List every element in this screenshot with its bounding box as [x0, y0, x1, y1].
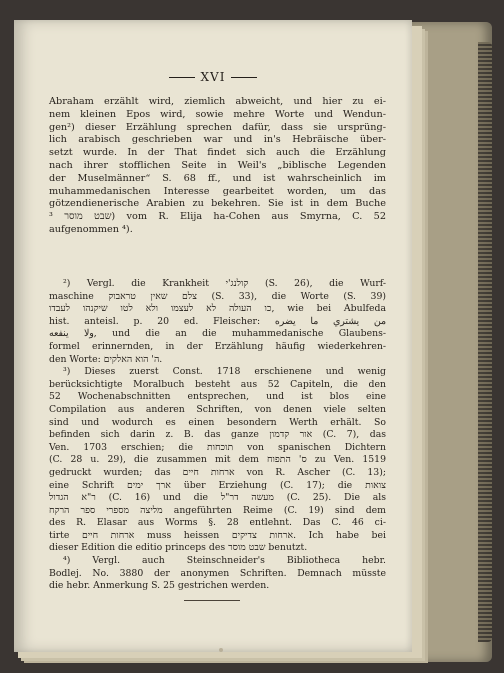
footnote-line: ولا ينفعه, und die an die muhammedanische Glaubens- — [49, 328, 387, 340]
book-page — [14, 20, 412, 652]
footnote-line: die hebr. Anmerkung S. 25 gestrichen werden. — [49, 580, 270, 592]
footnote-line: Compilation aus anderen Schriften, von denen viele selten — [49, 403, 386, 415]
body-text-line: lich arabisch geschrieben war und in's Hebräische über- — [49, 134, 386, 146]
footnote-line: hist. anteisl. p. 20 ed. Fleischer: من يشتري ما يضره — [49, 315, 386, 327]
book-back-cover — [412, 22, 492, 662]
footnote-line: מליצה מספרי ספר הרקח angeführten Reime (C. 19) sind dem — [49, 504, 386, 516]
footnote-line: ³) Dieses zuerst Const. 1718 erschienene und wenig — [63, 366, 386, 378]
footnote-line: sind und wodurch es einen besondern Werth erhält. So — [49, 416, 386, 428]
footnote-line: 52 Wochenabschnitten entsprechen, und ist blos eine — [49, 391, 386, 403]
footnote-line: eine Schrift ארך ימים über Erziehung (C. 17); die צואות — [49, 479, 386, 491]
page-header — [14, 70, 412, 84]
footnote-line: gedruckt wurden; das ארחות חיים von R. Ascher (C. 13); — [49, 466, 386, 478]
footnote-line: Ven. 1703 erschien; die תוכחות von spanischen Dichtern — [49, 441, 386, 453]
footnote-line: tirte ארחות חיים muss heissen ארחות צדיקים. Ich habe bei — [49, 529, 386, 541]
footnote-line: ⁴) Vergl. auch Steinschneider's Bibliotheca hebr. — [63, 555, 386, 567]
header-dash-left — [169, 77, 195, 78]
footnote-line: (C. 28 u. 29), die zusammen mit dem ס' התפוח zu Ven. 1519 — [49, 454, 386, 466]
body-text-line: gen²) dieser Erzählung sprechen dafür, dass sie ursprüng- — [49, 121, 386, 133]
footnote-line: ²) Vergl. die Krankheit קולנג'י (S. 26), die Wurf- — [63, 278, 387, 289]
footnote-line: dieser Edition die editio princeps des שבט מוסר benutzt. — [49, 542, 308, 554]
footnote-line: כו העולה לא לעצמו ולא לטו שיקנהו לעבדו, wie bei Abulfeda — [49, 303, 386, 315]
body-text-line: Abraham erzählt wird, ziemlich abweicht, und hier zu ei- — [49, 96, 386, 107]
footnote-line: berücksichtigte Moralbuch besteht aus 52 Capiteln, die den — [49, 378, 386, 390]
page-number: XVI — [200, 70, 226, 84]
footnote-line: des R. Elasar aus Worms §. 28 entlehnt. Das C. 46 ci- — [49, 517, 386, 529]
footnotes — [49, 278, 386, 593]
header-dash-right — [231, 77, 257, 78]
end-rule — [184, 600, 240, 601]
body-text-line: setzt wurde. In der That findet sich auch die Erzählung — [49, 147, 386, 159]
body-text-line: nach ihrer stofflichen Seite in Weil's „biblische Legenden — [49, 159, 386, 171]
body-text-line: götzendienerische Arabien zu bekehren. Sie ist in dem Buche — [49, 198, 386, 210]
body-text-line: muhammedanischen Interesse gearbeitet worden, um das — [49, 185, 386, 197]
footnote-line: maschine צלם שאין טראבוק (S. 33), die Worte (S. 39) — [49, 290, 386, 302]
footnote-line: den Worte: ה' הוא האלקים. — [49, 353, 163, 365]
footnote-line: ר"א הגדול (C. 16) und die מעשה דר"ל (C. 25). Die als — [49, 492, 386, 504]
body-text-line: der Muselmänner“ S. 68 ff., und ist wahrscheinlich im — [49, 172, 386, 184]
body-text-line: aufgenommen ⁴). — [49, 223, 133, 235]
footnote-line: befinden sich darin z. B. das ganze אור קדמון (C. 7), das — [49, 429, 387, 441]
page-mark — [219, 648, 223, 652]
body-text-line: nem kleinen Epos wird, sowie mehre Worte und Wendun- — [49, 108, 386, 120]
body-text-line: שבט מוסר ³) vom R. Elija ha-Cohen aus Smyrna, C. 52 — [49, 211, 386, 223]
footnote-line: formel erinnernden, in der Erzählung häufig wiederkehren- — [49, 340, 386, 352]
main-text — [49, 96, 386, 237]
footnote-line: Bodlej. No. 3880 der anonymen Schriften. Demnach müsste — [49, 567, 386, 579]
